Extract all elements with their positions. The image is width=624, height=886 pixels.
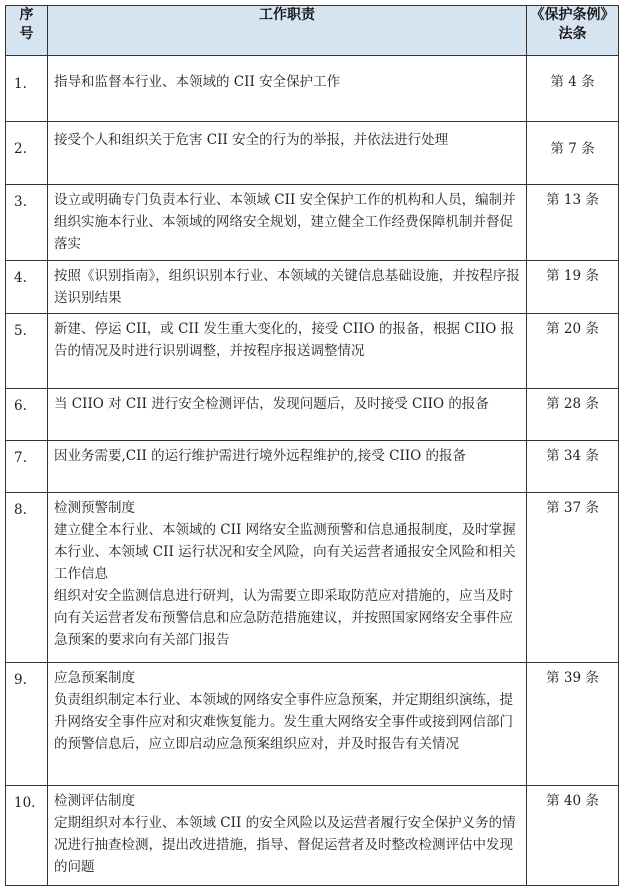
row-article: 第 37 条 (527, 493, 619, 663)
row-number: 6. (6, 389, 48, 441)
duty-heading: 检测预警制度 (54, 500, 135, 516)
row-number: 3. (6, 185, 48, 261)
row-number: 2. (6, 122, 48, 185)
table-row (6, 314, 619, 389)
row-duty (48, 122, 527, 185)
row-duty (48, 56, 527, 122)
row-article: 第 34 条 (527, 441, 619, 493)
row-duty (48, 314, 527, 389)
row-number: 1. (6, 56, 48, 122)
row-article: 第 13 条 (527, 185, 619, 261)
row-number: 7. (6, 441, 48, 493)
row-number: 5. (6, 314, 48, 389)
table-row (6, 185, 619, 261)
table-row (6, 663, 619, 786)
duty-line: 按照《识别指南》，组织识别本行业、本领域的关键信息基础设施，并按程序报送识别结果 (54, 268, 520, 306)
duties-table (5, 5, 619, 886)
duty-line: 负责组织制定本行业、本领域的网络安全事件应急预案，并定期组织演练，提升网络安全事件应对和灾难恢复能力。发生重大网络安全事件或接到网信部门的预警信息后，应立即启动应急预案组织应对，并及时报告有关情况 (54, 692, 513, 752)
duty-heading: 检测评估制度 (54, 793, 135, 809)
header-no-line1: 序 (19, 7, 34, 23)
row-article: 第 20 条 (527, 314, 619, 389)
row-number: 8. (6, 493, 48, 663)
header-article (527, 6, 619, 56)
duty-line: 指导和监督本行业、本领域的 CII 安全保护工作 (54, 74, 341, 90)
row-duty (48, 493, 527, 663)
row-article: 第 7 条 (527, 122, 619, 185)
row-duty (48, 389, 527, 441)
row-duty (48, 441, 527, 493)
duty-line: 组织对安全监测信息进行研判，认为需要立即采取防范应对措施的，应当及时向有关运营者发布预警信息和应急防范措施建议，并按照国家网络安全事件应急预案的要求向有关部门报告 (54, 588, 513, 648)
row-number: 9. (6, 663, 48, 786)
duty-line: 定期组织对本行业、本领域 CII 的安全风险以及运营者履行安全保护义务的情况进行抽查检测，提出改进措施，指导、督促运营者及时整改检测评估中发现的问题 (54, 815, 516, 875)
header-duty: 工作职责 (48, 6, 527, 56)
header-no (6, 6, 48, 56)
table-row (6, 786, 619, 886)
table-row (6, 493, 619, 663)
duty-line: 设立或明确专门负责本行业、本领域 CII 安全保护工作的机构和人员，编制并组织实施本行业、本领域的网络安全规划，建立健全工作经费保障机制并督促落实 (54, 192, 516, 252)
duty-line: 新建、停运 CII，或 CII 发生重大变化的，接受 CIIO 的报备，根据 CIIO 报告的情况及时进行识别调整，并按程序报送调整情况 (54, 321, 515, 359)
header-row (6, 6, 619, 56)
duty-line: 建立健全本行业、本领域的 CII 网络安全监测预警和信息通报制度，及时掌握本行业、本领域 CII 运行状况和安全风险，向有关运营者通报安全风险和相关工作信息 (54, 522, 516, 582)
row-number: 10. (6, 786, 48, 886)
header-article-line1: 《保护条例》 (530, 7, 615, 23)
duty-line: 因业务需要,CII 的运行维护需进行境外远程维护的,接受 CIIO 的报备 (54, 448, 467, 464)
row-duty (48, 786, 527, 886)
table-row (6, 389, 619, 441)
row-number: 4. (6, 261, 48, 314)
row-article: 第 28 条 (527, 389, 619, 441)
duty-line: 接受个人和组织关于危害 CII 安全的行为的举报，并依法进行处理 (54, 132, 449, 148)
row-article: 第 39 条 (527, 663, 619, 786)
header-no-line2: 号 (19, 26, 34, 42)
row-article: 第 19 条 (527, 261, 619, 314)
row-duty (48, 185, 527, 261)
header-article-line2: 法条 (558, 26, 587, 42)
duty-line: 当 CIIO 对 CII 进行安全检测评估，发现问题后，及时接受 CIIO 的报备 (54, 396, 489, 412)
duty-heading: 应急预案制度 (54, 670, 135, 686)
row-article: 第 4 条 (527, 56, 619, 122)
table-row (6, 122, 619, 185)
row-duty (48, 261, 527, 314)
table-row (6, 441, 619, 493)
table-row (6, 261, 619, 314)
row-duty (48, 663, 527, 786)
row-article: 第 40 条 (527, 786, 619, 886)
table-row (6, 56, 619, 122)
